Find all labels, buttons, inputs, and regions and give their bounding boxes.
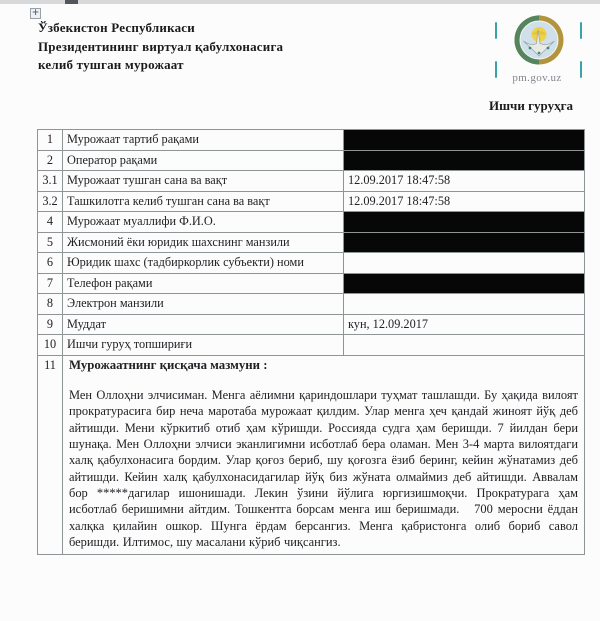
table-row [38,335,585,356]
row-number: 5 [38,232,63,253]
row-value [344,335,585,356]
title-line-1: Ўзбекистон Республикаси [38,20,195,35]
row-value: 12.09.2017 18:47:58 [344,191,585,212]
table-row [38,273,585,294]
document-title [38,19,398,75]
row-label: Ташкилотга келиб тушган сана ва вақт [63,191,344,212]
row-number: 8 [38,294,63,315]
row-number: 3.1 [38,171,63,192]
logo-caption: pm.gov.uz [512,72,562,84]
row-number: 3.2 [38,191,63,212]
summary-title: Мурожаатнинг қисқача мазмуни : [69,357,268,372]
table-row [38,150,585,171]
right-lower-dash [580,61,582,78]
row-number: 2 [38,150,63,171]
uzbekistan-state-emblem-icon [512,10,566,66]
row-value [344,212,585,233]
page-top-edge [0,0,600,4]
table-row [38,191,585,212]
table-row [38,212,585,233]
row-label: Мурожаат тартиб рақами [63,130,344,151]
row-value: 12.09.2017 18:47:58 [344,171,585,192]
row-label: Жисмоний ёки юридик шахснинг манзили [63,232,344,253]
row-label: Мурожаат муаллифи Ф.И.О. [63,212,344,233]
row-number: 7 [38,273,63,294]
row-value [344,232,585,253]
row-label: Муддат [63,314,344,335]
row-label: Электрон манзили [63,294,344,315]
page-top-edge-mark [65,0,78,4]
summary-row [38,355,585,555]
row-number: 9 [38,314,63,335]
row-number: 11 [38,355,63,555]
table-row [38,171,585,192]
left-upper-dash [495,22,497,39]
row-number: 1 [38,130,63,151]
table-row [38,253,585,274]
row-label: Юридик шахс (тадбиркорлик субъекти) номи [63,253,344,274]
row-value: кун, 12.09.2017 [344,314,585,335]
row-label: Телефон рақами [63,273,344,294]
summary-body: Мен Оллоҳни элчисиман. Менга аёлимни қариндошлари туҳмат ташлашди. Бу ҳақида вилоят прократурасига бир неча маротаба мурожаат қилдим. Улар менга ҳеч қандай жиноят йўқ деб айтишди. Мени кўркитиб отиб ҳам кўришди. Россияда судга ҳам беришди. 7 йилдан бери шунақа. Мен Оллоҳни элчиси эканлигимни исботлаб бера оламан. Мен 3-4 марта вилоятдаги халқ қабулхонасига бордим. Улар қоғоз бериб, шу қоғозга ёзиб беринг, кейин жўнатамиз деб айтишди. Кейин халқ қабулхонасидагилар йўқ биз жўната олмаймиз деб айтишди. Аввалам бор *****дагилар ишонишади. Лекин ўзини йўлига юргизишмоқчи. Прократурага ҳам исботлаб беришимни айтдим. Тошкентга борсам менга иш беришмади. 700 меросни ёддан халқка қилайин ошкор. Шунга ёрдам берсангиз. Менга қабристонга олиб бориб савол беришди. Илтимос, шу масалани кўриб чиқсангиз. [69,388,578,550]
row-value [344,130,585,151]
right-upper-dash [580,22,582,39]
title-line-2: Президентининг виртуал қабулхонасига [38,38,284,54]
addressee-line: Ишчи гуруҳга [488,98,573,113]
table-row [38,314,585,335]
row-value [344,294,585,315]
row-value [344,273,585,294]
table-row [38,232,585,253]
row-label: Оператор рақами [63,150,344,171]
row-label: Ишчи гуруҳ топшириғи [63,335,344,356]
table-row [38,130,585,151]
row-number: 6 [38,253,63,274]
left-lower-dash [495,61,497,78]
row-value [344,253,585,274]
title-line-3: келиб тушган мурожаат [38,57,184,73]
summary-cell [63,355,585,555]
row-number: 4 [38,212,63,233]
table-row [38,294,585,315]
row-number: 10 [38,335,63,356]
appeal-form-table [37,129,585,555]
row-value [344,150,585,171]
row-label: Мурожаат тушган сана ва вақт [63,171,344,192]
table-move-handle-icon[interactable]: + [31,8,40,18]
